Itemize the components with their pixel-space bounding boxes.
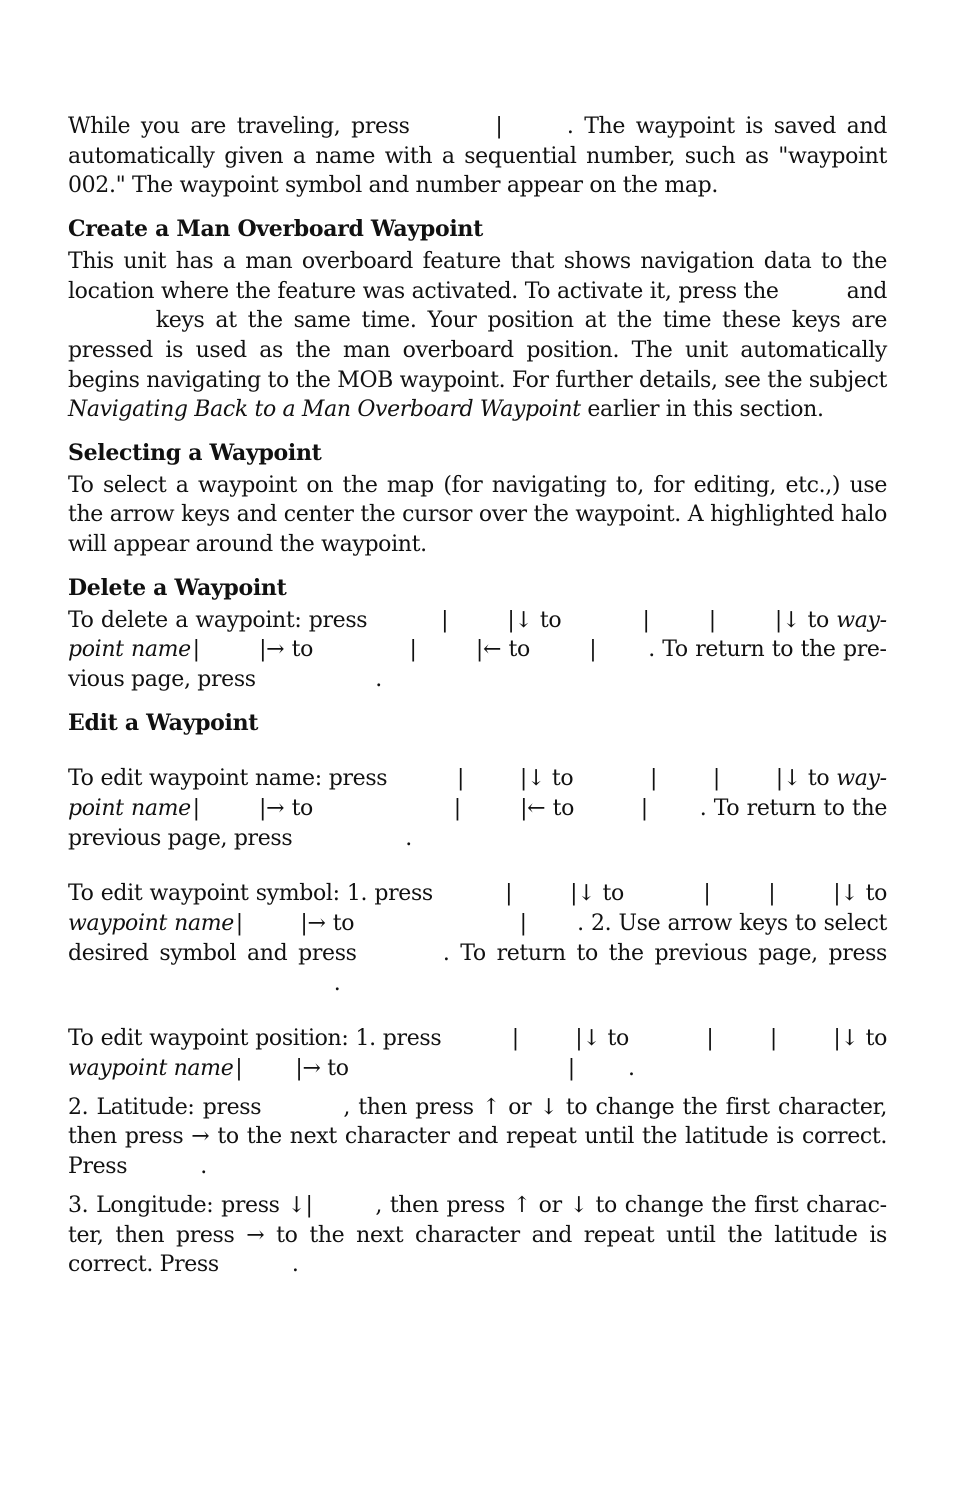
edit-name-waypoint-name: waypoint name xyxy=(68,766,887,822)
delete-text-1: To delete a waypoint: press | |↓ to | | |↓ to xyxy=(68,607,837,633)
edit-position-waypoint-name: waypoint name xyxy=(68,1055,234,1081)
latitude-paragraph: 2. Latitude: press , then press ↑ or ↓ to change the first character, then press → to the next character and repeat until the latitude is correct. Press . xyxy=(68,1094,887,1180)
mob-paragraph xyxy=(68,247,887,425)
select-paragraph: To select a waypoint on the map (for navigating to, for editing, etc.,) use the arrow keys and center the cursor over the waypoint. A highlighted halo will appear around the waypoint. xyxy=(68,472,887,558)
edit-symbol-waypoint-name: waypoint name xyxy=(68,911,234,937)
delete-paragraph xyxy=(68,606,887,695)
mob-reference-title: Navigating Back to a Man Overboard Waypoint xyxy=(68,397,581,423)
mob-text-2: earlier in this section. xyxy=(580,397,824,423)
mob-text-1: This unit has a man overboard feature that shows navigation data to the location where the feature was activated. To activate it, press the and keys at the same time. Your position at the time these keys are pressed is used as the man overboard position. The unit automatically begins navigating to the MOB waypoint. For further details, see the subject xyxy=(68,248,887,393)
delete-text-2: | |→ to | |← to | . To return to the previous page, press . xyxy=(68,637,887,692)
longitude-paragraph: 3. Longitude: press ↓| , then press ↑ or ↓ to change the first character, then press → to the next character and repeat until the latitude is correct. Press . xyxy=(68,1192,887,1278)
delete-heading: Delete a Waypoint xyxy=(68,574,287,601)
edit-symbol-text-2: | |→ to | . 2. Use arrow keys to select desired symbol and press . To return to the previous page, press . xyxy=(68,911,888,996)
manual-page xyxy=(68,112,887,1280)
edit-position-text-1: To edit waypoint position: 1. press | |↓ to | | |↓ to xyxy=(68,1026,887,1052)
edit-name-text-2: | |→ to | |← to | . To return to the previous page, press . xyxy=(68,796,887,851)
edit-position-text-2: | |→ to | . xyxy=(233,1055,635,1081)
edit-position-paragraph xyxy=(68,1024,887,1083)
edit-symbol-paragraph xyxy=(68,879,887,998)
edit-name-paragraph xyxy=(68,764,887,853)
delete-waypoint-name: waypoint name xyxy=(68,607,887,663)
intro-paragraph: While you are traveling, press | . The waypoint is saved and automatically given a name with a sequential number, such as "waypoint 002." The waypoint symbol and number appear on the map. xyxy=(68,114,887,199)
edit-name-text-1: To edit waypoint name: press | |↓ to | | |↓ to xyxy=(68,766,837,792)
edit-symbol-text-1: To edit waypoint symbol: 1. press | |↓ to | | |↓ to xyxy=(68,881,887,907)
edit-heading: Edit a Waypoint xyxy=(68,709,259,736)
mob-heading: Create a Man Overboard Waypoint xyxy=(68,216,483,243)
select-heading: Selecting a Waypoint xyxy=(68,440,322,467)
